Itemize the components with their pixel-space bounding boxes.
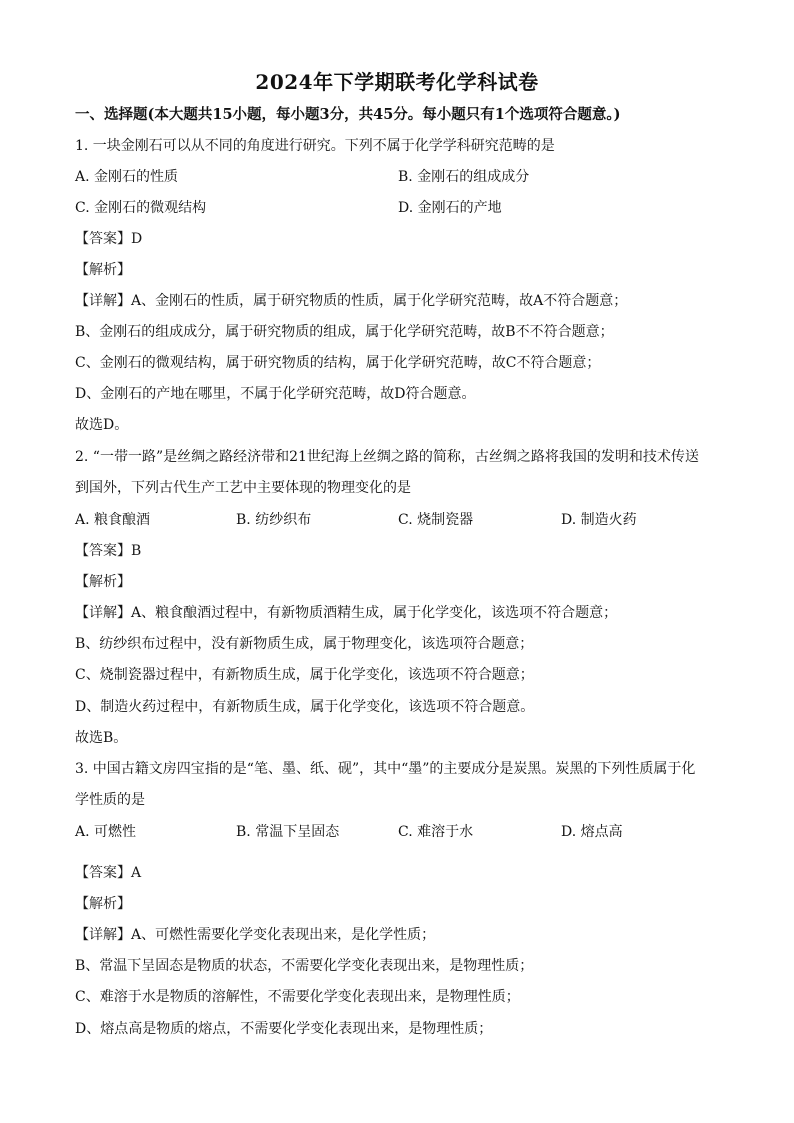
q2-detail-line: D、制造火药过程中，有新物质生成，属于化学变化，该选项不符合题意。 <box>75 699 535 715</box>
q1-conclusion: 故选D。 <box>75 417 129 433</box>
q2-answer: 【答案】B <box>75 543 142 559</box>
q3-option-c: C. 难溶于水 <box>398 824 474 840</box>
q1-analysis: 【解析】 <box>75 262 131 278</box>
q2-option-a: A. 粮食酿酒 <box>75 512 151 528</box>
q1-detail-line: C、金刚石的微观结构，属于研究物质的结构，属于化学研究范畴，故C不符合题意； <box>75 355 601 371</box>
q2-detail-line: B、纺纱织布过程中，没有新物质生成，属于物理变化，该选项符合题意； <box>75 636 534 652</box>
question-2-stem: 2. “一带一路”是丝绸之路经济带和21世纪海上丝绸之路的简称，古丝绸之路将我国的发明和技术传送 <box>75 449 699 465</box>
q1-detail-line: D、金刚石的产地在哪里，不属于化学研究范畴，故D符合题意。 <box>75 386 476 402</box>
q3-detail-line: 【详解】A、可燃性需要化学变化表现出来，是化学性质； <box>75 927 436 943</box>
q2-analysis: 【解析】 <box>75 574 131 590</box>
q1-option-c: C. 金刚石的微观结构 <box>75 200 207 216</box>
q3-answer: 【答案】A <box>75 865 142 881</box>
q3-option-b: B. 常温下呈固态 <box>236 824 340 840</box>
q1-detail-line: B、金刚石的组成成分，属于研究物质的组成，属于化学研究范畴，故B不不符合题意； <box>75 324 614 340</box>
question-1-stem: 1. 一块金刚石可以从不同的角度进行研究。下列不属于化学学科研究范畴的是 <box>75 138 555 154</box>
page-title: 2024年下学期联考化学科试卷 <box>255 70 539 94</box>
section-heading: 一、选择题(本大题共15小题，每小题3分，共45分。每小题只有1个选项符合题意。) <box>75 106 621 123</box>
q3-detail-line: C、难溶于水是物质的溶解性，不需要化学变化表现出来，是物理性质； <box>75 989 520 1005</box>
q1-option-d: D. 金刚石的产地 <box>398 200 502 216</box>
q2-option-d: D. 制造火药 <box>561 512 637 528</box>
q3-detail-line: B、常温下呈固态是物质的状态，不需要化学变化表现出来，是物理性质； <box>75 958 534 974</box>
q3-option-a: A. 可燃性 <box>75 824 137 840</box>
q3-option-d: D. 熔点高 <box>561 824 623 840</box>
q2-detail-line: 【详解】A、粮食酿酒过程中，有新物质酒精生成，属于化学变化，该选项不符合题意； <box>75 605 618 621</box>
q1-option-a: A. 金刚石的性质 <box>75 169 179 185</box>
q1-answer: 【答案】D <box>75 231 143 247</box>
q2-conclusion: 故选B。 <box>75 730 128 746</box>
q1-detail-line: 【详解】A、金刚石的性质，属于研究物质的性质，属于化学研究范畴，故A不符合题意； <box>75 293 628 309</box>
question-3-stem: 3. 中国古籍文房四宝指的是“笔、墨、纸、砚”，其中“墨”的主要成分是炭黑。炭黑的下列性质属于化 <box>75 761 696 777</box>
q2-option-b: B. 纺纱织布 <box>236 512 312 528</box>
q3-analysis: 【解析】 <box>75 896 131 912</box>
q1-option-b: B. 金刚石的组成成分 <box>398 169 530 185</box>
q2-option-c: C. 烧制瓷器 <box>398 512 474 528</box>
question-2-stem-cont: 到国外，下列古代生产工艺中主要体现的物理变化的是 <box>75 480 411 496</box>
question-3-stem-cont: 学性质的是 <box>75 792 145 808</box>
q2-detail-line: C、烧制瓷器过程中，有新物质生成，属于化学变化，该选项不符合题意； <box>75 667 534 683</box>
q3-detail-line: D、熔点高是物质的熔点，不需要化学变化表现出来，是物理性质； <box>75 1021 493 1037</box>
